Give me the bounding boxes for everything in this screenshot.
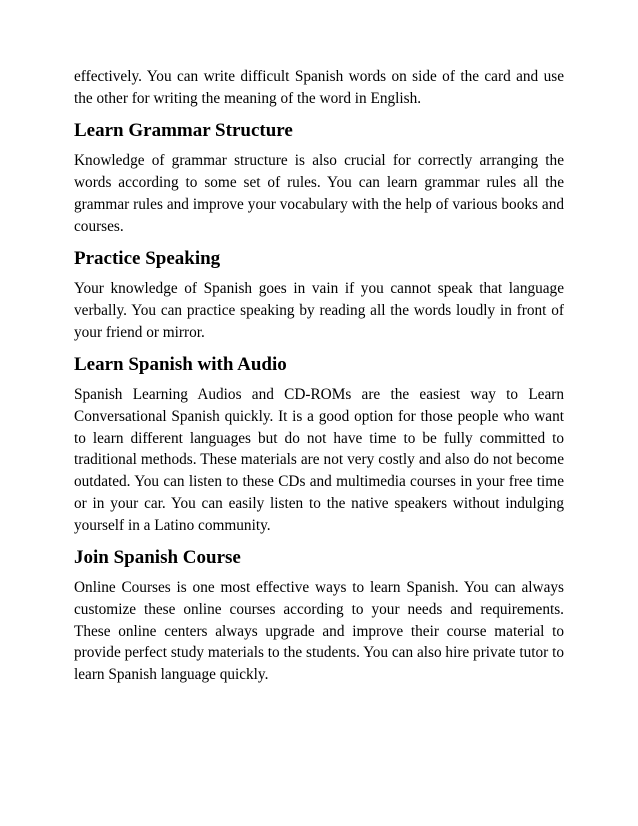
intro-paragraph: effectively. You can write difficult Spanish words on side of the card and use the other for writing the meaning of the word in English. (74, 68, 564, 107)
section-audio (74, 353, 564, 536)
section-body: Knowledge of grammar structure is also crucial for correctly arranging the words according to some set of rules. You can learn grammar rules all the grammar rules and improve your vocabulary with the help of various books and courses. (74, 152, 564, 235)
section-grammar (74, 119, 564, 237)
section-heading: Learn Grammar Structure (74, 120, 293, 142)
section-body: Your knowledge of Spanish goes in vain if you cannot speak that language verbally. You can practice speaking by reading all the words loudly in front of your friend or mirror. (74, 280, 564, 341)
section-heading: Practice Speaking (74, 248, 221, 270)
section-speaking (74, 247, 564, 343)
section-course (74, 546, 564, 686)
section-body: Spanish Learning Audios and CD-ROMs are the easiest way to Learn Conversational Spanish quickly. It is a good option for those people who want to learn different languages but do not have time to be fully committed to traditional methods. These materials are not very costly and also do not become outdated. You can listen to these CDs and multimedia courses in your free time or in your car. You can easily listen to the native speakers without indulging yourself in a Latino community. (74, 386, 564, 534)
section-body: Online Courses is one most effective ways to learn Spanish. You can always customize these online courses according to your needs and requirements. These online centers always upgrade and improve their course material to provide perfect study materials to the students. You can also hire private tutor to learn Spanish language quickly. (74, 579, 564, 684)
section-heading: Learn Spanish with Audio (74, 354, 287, 376)
section-heading: Join Spanish Course (74, 547, 241, 569)
document-page (74, 66, 564, 686)
